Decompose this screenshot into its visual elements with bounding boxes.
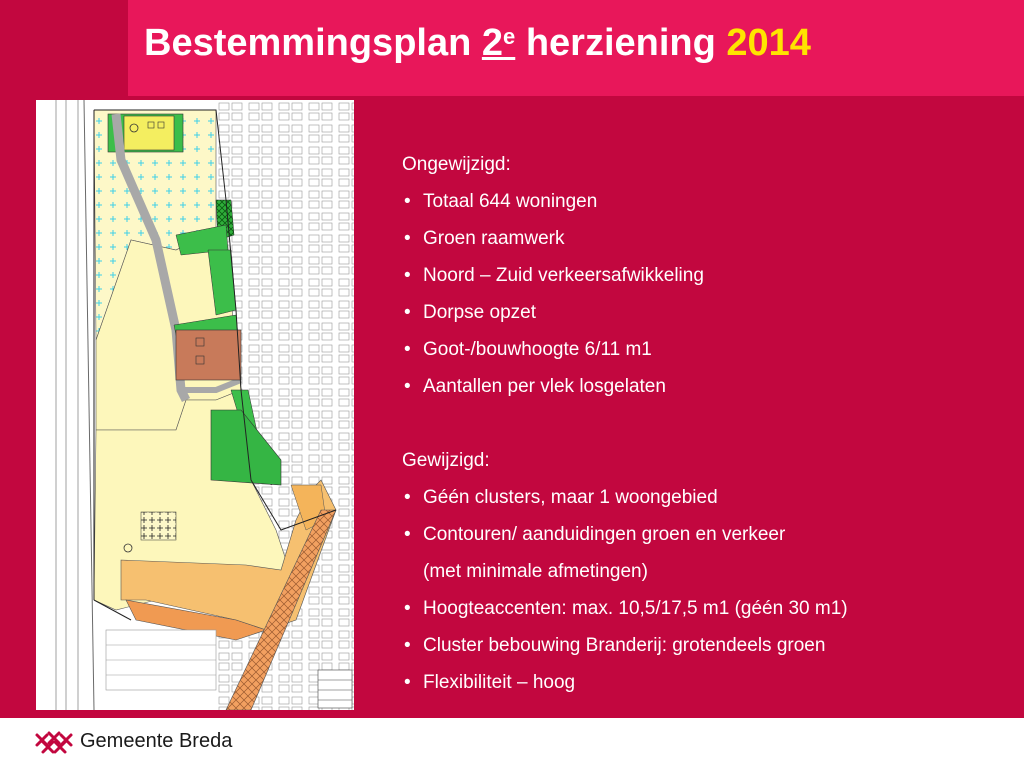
title-prefix: Bestemmingsplan bbox=[144, 22, 482, 64]
organization-name: Gemeente Breda bbox=[80, 730, 233, 752]
changed-heading: Gewijzigd: bbox=[402, 450, 490, 471]
list-item: • Totaal 644 woningen bbox=[402, 183, 1002, 220]
changed-list bbox=[402, 479, 1002, 701]
bullet: • bbox=[404, 672, 411, 693]
unchanged-heading: Ongewijzigd: bbox=[402, 154, 511, 175]
title-superscript: e bbox=[503, 24, 516, 49]
page-title bbox=[144, 22, 811, 65]
breda-crosses-logo-icon bbox=[34, 730, 74, 756]
bullet: • bbox=[404, 635, 411, 656]
footer bbox=[0, 718, 1024, 768]
title-bar bbox=[128, 0, 1024, 96]
bullet: • bbox=[404, 487, 411, 508]
title-number: 2e bbox=[481, 22, 516, 64]
bullet: • bbox=[404, 339, 411, 360]
list-item: • Cluster bebouwing Branderij: grotendeels groen bbox=[402, 627, 1002, 664]
title-year: 2014 bbox=[726, 22, 811, 64]
list-item: • Géén clusters, maar 1 woongebied bbox=[402, 479, 1002, 516]
zoning-plan-map bbox=[36, 100, 354, 710]
list-item-continuation: (met minimale afmetingen) bbox=[423, 561, 648, 582]
spacer bbox=[402, 405, 1002, 442]
zoning-plan-map-drawing bbox=[36, 100, 354, 710]
list-item: • Noord – Zuid verkeersafwikkeling bbox=[402, 257, 1002, 294]
list-item: • Hoogteaccenten: max. 10,5/17,5 m1 (géén 30 m1) bbox=[402, 590, 1002, 627]
list-item: • Aantallen per vlek losgelaten bbox=[402, 368, 1002, 405]
bullet: • bbox=[404, 302, 411, 323]
list-item: • Contouren/ aanduidingen groen en verkeer bbox=[402, 516, 1002, 553]
bullet: • bbox=[404, 191, 411, 212]
bullet: • bbox=[404, 228, 411, 249]
list-item: • Dorpse opzet bbox=[402, 294, 1002, 331]
title-middle: herziening bbox=[515, 22, 727, 64]
content-text bbox=[402, 146, 1002, 701]
bullet: • bbox=[404, 265, 411, 286]
list-item: • Flexibiliteit – hoog bbox=[402, 664, 1002, 701]
list-item: • Goot-/bouwhoogte 6/11 m1 bbox=[402, 331, 1002, 368]
unchanged-list bbox=[402, 183, 1002, 405]
bullet: • bbox=[404, 376, 411, 397]
bullet: • bbox=[404, 524, 411, 545]
list-item: • Groen raamwerk bbox=[402, 220, 1002, 257]
bullet: • bbox=[404, 598, 411, 619]
